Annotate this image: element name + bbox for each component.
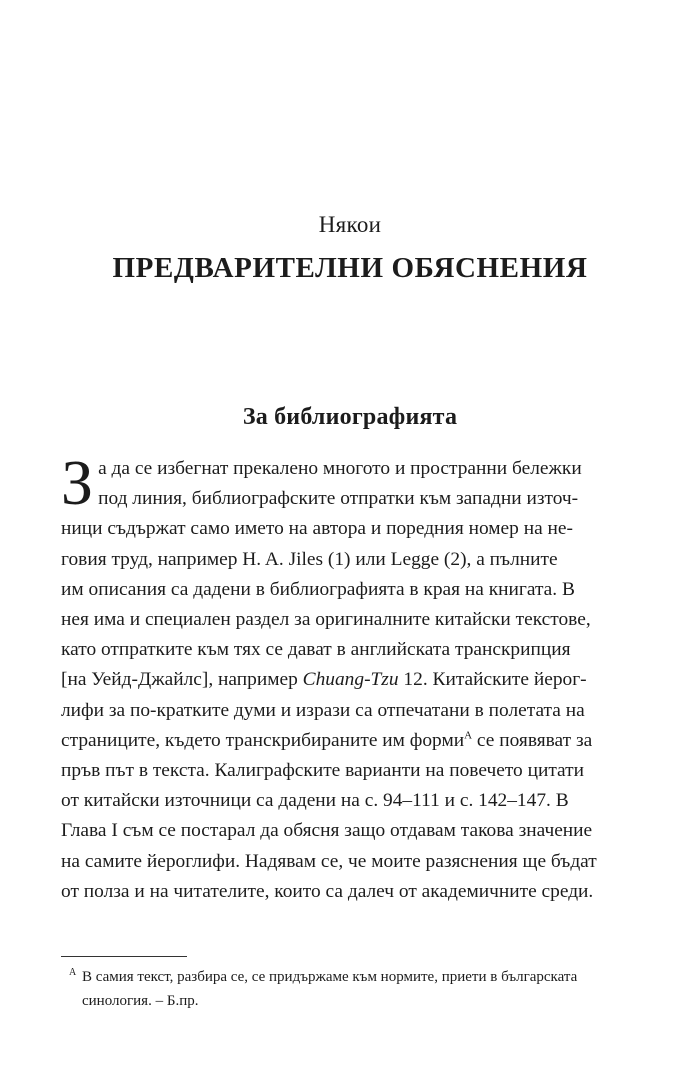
- text-line: като отпратките към тях се дават в английската транскрипция: [61, 639, 571, 661]
- footnote-marker: A: [69, 967, 77, 978]
- text-line: Глава I съм се постарал да обясня защо отдавам такова значение: [61, 820, 593, 842]
- section-heading: За библиографията: [242, 404, 458, 430]
- text-line: на самите йероглифи. Надявам се, че моите разяснения ще бъдат: [61, 850, 597, 872]
- text-line-with-footnote-ref: [61, 726, 643, 756]
- text-line: от китайски източници са дадени на с. 94–111 и с. 142–147. В: [61, 790, 569, 812]
- text-fragment: [на Уейд-Джайлс], например: [61, 669, 298, 691]
- text-fragment: 12. Китайските йерог-: [403, 669, 587, 691]
- text-line: пръв път в текста. Калиграфските варианти на повечето цитати: [61, 760, 584, 782]
- footnote-divider: [61, 956, 187, 957]
- text-fragment: страниците, където транскрибираните им форми: [61, 729, 465, 751]
- text-fragment: се появяват за: [476, 729, 593, 751]
- footnote-reference[interactable]: A: [464, 729, 473, 742]
- text-line-with-italic: [61, 665, 643, 695]
- text-line: им описания са дадени в библиографията в края на книгата. В: [61, 578, 575, 600]
- text-line: ници съдържат само името на автора и поредния номер на не-: [61, 518, 573, 540]
- text-line: говия труд, например H. A. Jiles (1) или Legge (2), а пълните: [61, 548, 558, 570]
- text-line: под линия, библиографските отпратки към западни източ-: [98, 488, 579, 510]
- footnote: [69, 965, 643, 1013]
- footnote-text: В самия текст, разбира се, се придържаме към нормите, приети в българската синология. – Б.пр.: [82, 969, 578, 1009]
- body-paragraph: [61, 447, 643, 907]
- text-line: от полза и на читателите, които са далеч от академичните среди.: [61, 880, 594, 902]
- chapter-title: ПРЕДВАРИТЕЛНИ ОБЯСНЕНИЯ: [112, 252, 588, 284]
- italic-work-title: Chuang-Tzu: [302, 669, 399, 691]
- text-line: нея има и специален раздел за оригиналните китайски текстове,: [61, 609, 591, 631]
- text-line: лифи за по-кратките думи и изрази са отпечатани в полетата на: [61, 699, 585, 721]
- text-line: а да се избегнат прекалено многото и пространни бележки: [98, 458, 582, 479]
- chapter-pretitle: Някои: [318, 212, 382, 237]
- drop-cap-letter: З: [61, 447, 94, 518]
